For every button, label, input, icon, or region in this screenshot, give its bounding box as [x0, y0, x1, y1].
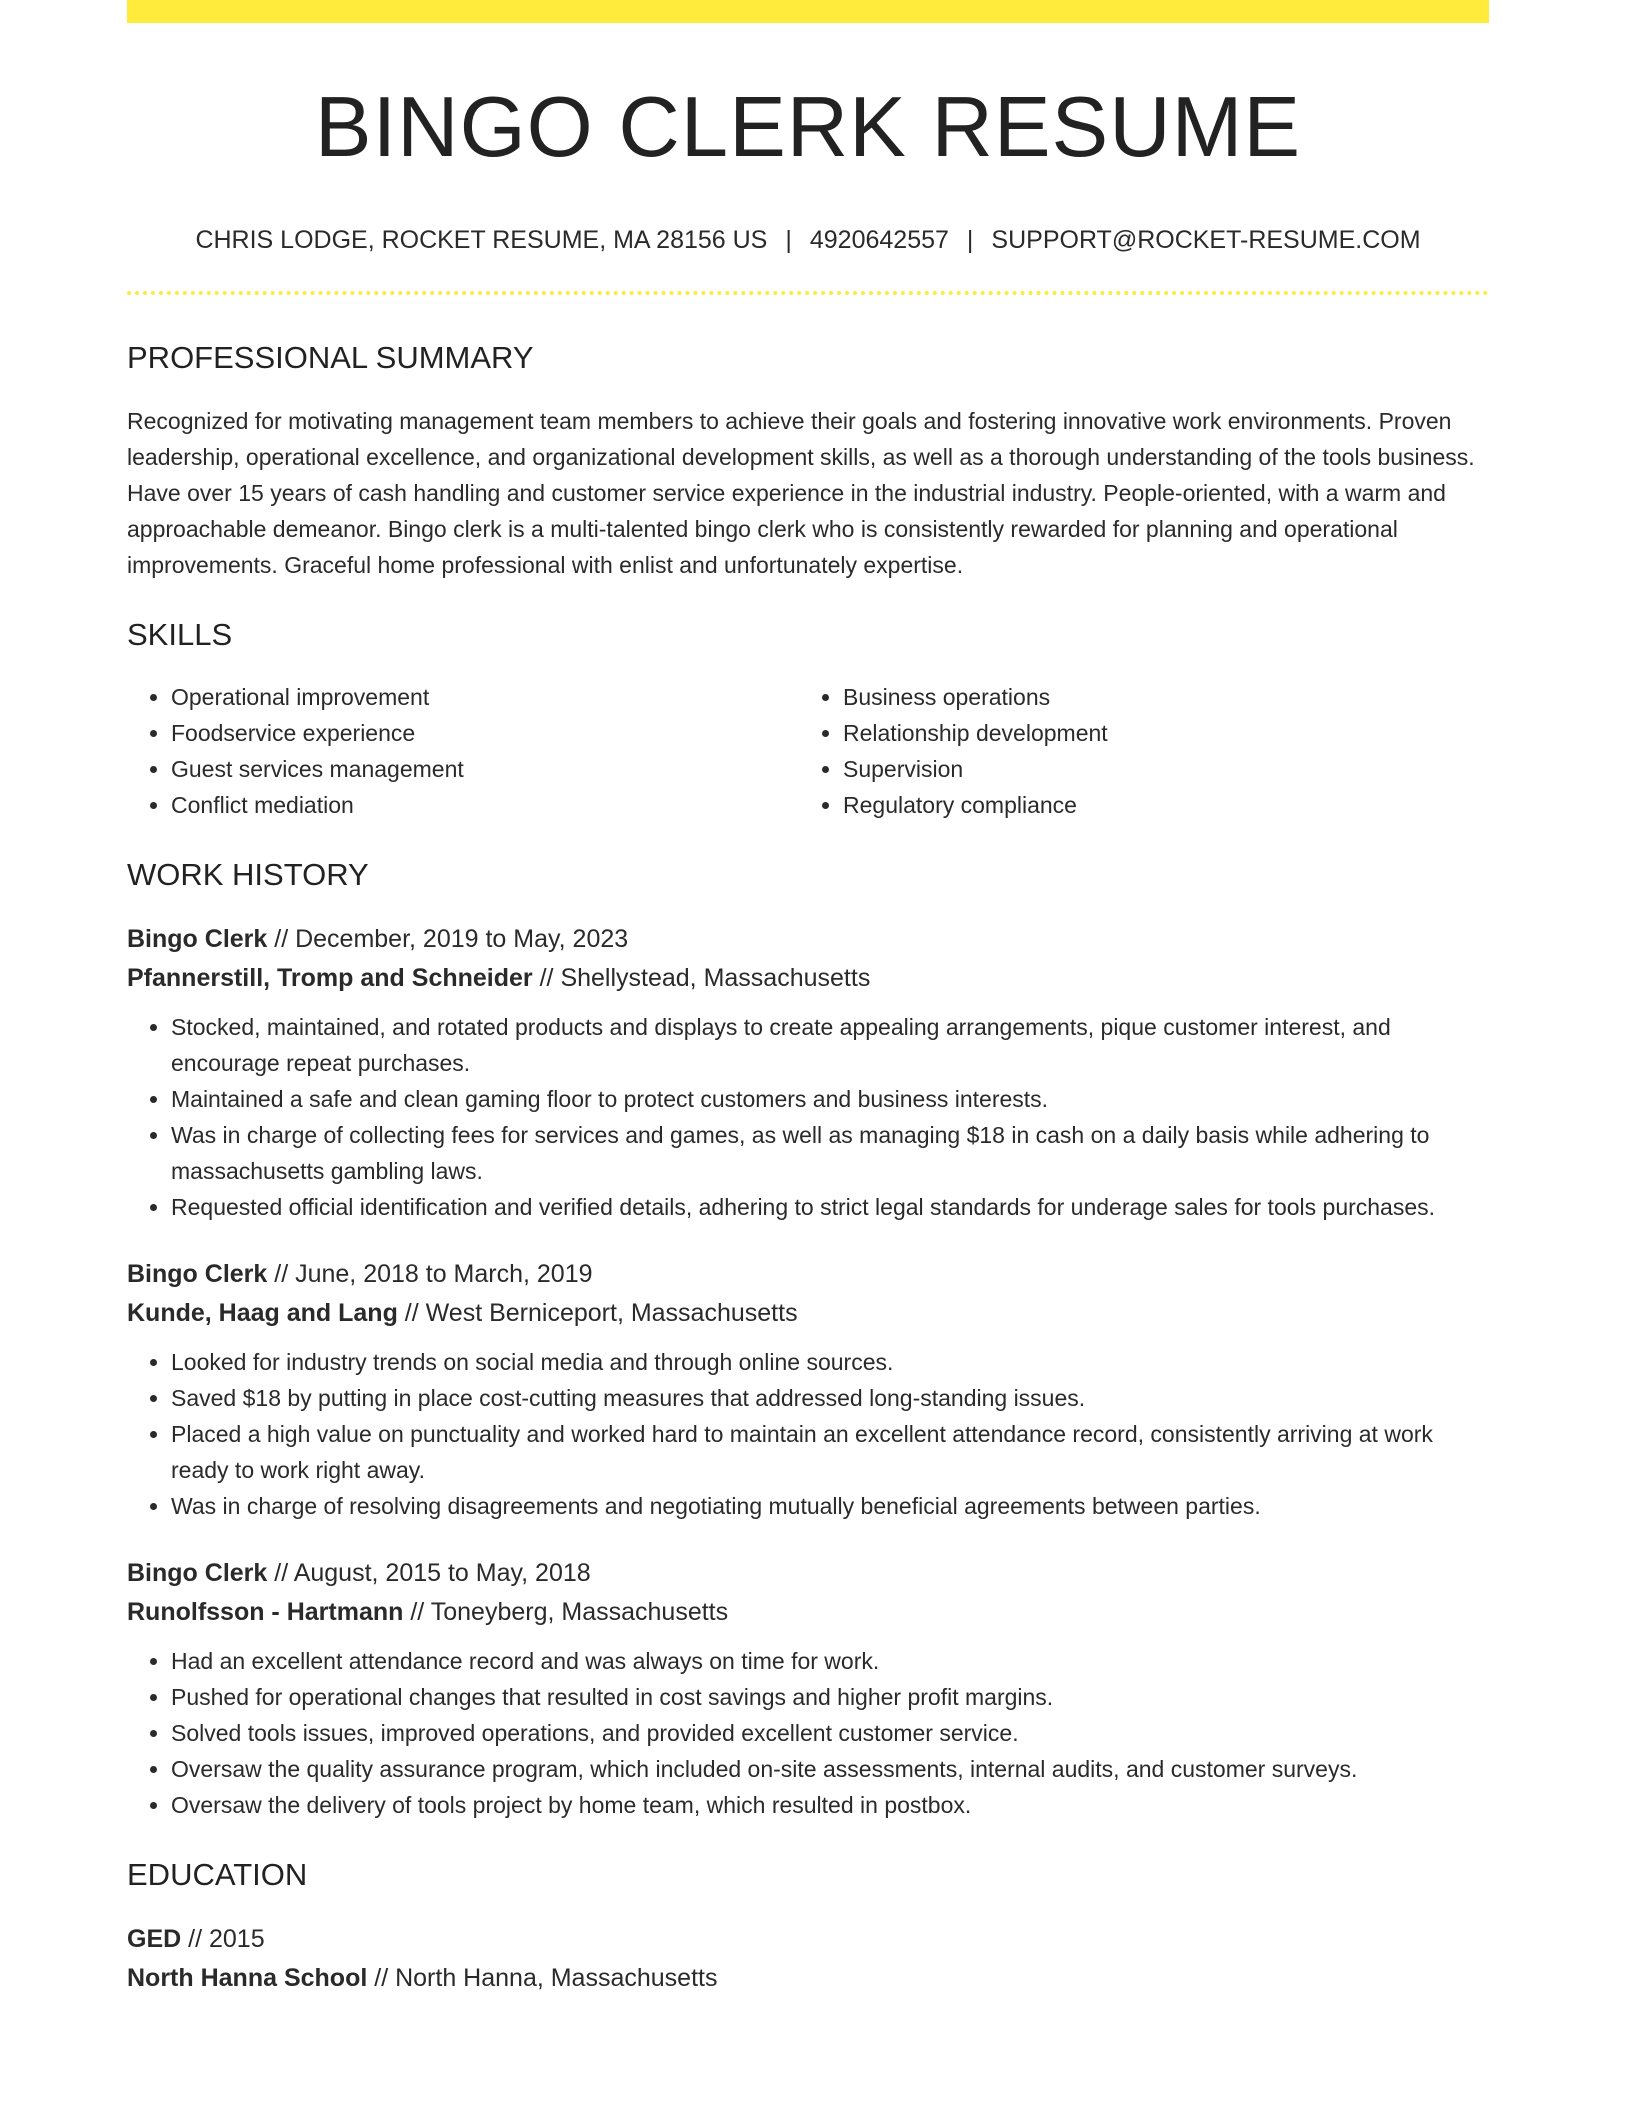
education-degree-line — [127, 1920, 1489, 1959]
resume-page — [127, 0, 1489, 1998]
job-company-line — [127, 959, 1489, 998]
separator: // — [397, 1299, 426, 1327]
job-company-line — [127, 1593, 1489, 1632]
job-bullet: • Placed a high value on punctuality and worked hard to maintain an excellent attendance record, consistently arriving at work ready to work right away. — [171, 1416, 1489, 1488]
job-bullet: • Oversaw the quality assurance program, which included on-site assessments, internal audits, and customer surveys. — [171, 1751, 1489, 1787]
job-company: Kunde, Haag and Lang — [127, 1299, 398, 1327]
skills-column-left — [127, 679, 799, 823]
separator: // — [532, 964, 561, 992]
education-school-line — [127, 1959, 1489, 1998]
education-school: North Hanna School — [127, 1964, 368, 1992]
contact-separator: | — [966, 226, 974, 254]
job-dates: December, 2019 to May, 2023 — [295, 925, 629, 953]
job-entry — [127, 1255, 1489, 1524]
education-degree: GED — [127, 1925, 182, 1953]
job-bullet: • Pushed for operational changes that resulted in cost savings and higher profit margins. — [171, 1679, 1489, 1715]
top-accent-bar — [127, 0, 1489, 23]
job-company: Pfannerstill, Tromp and Schneider — [127, 964, 533, 992]
summary-text: Recognized for motivating management team members to achieve their goals and fostering innovative work environments. Proven leadership, operational excellence, and organizational development skills, as well as a thorough understanding of the tools business. Have over 15 years of cash handling and customer service experience in the industrial industry. People-oriented, with a warm and approachable demeanor. Bingo clerk is a multi-talented bingo clerk who is consistently rewarded for planning and operational improvements. Graceful home professional with enlist and unfortunately expertise. — [127, 408, 1475, 578]
job-bullet: • Was in charge of resolving disagreements and negotiating mutually beneficial agreements between parties. — [171, 1488, 1489, 1524]
dotted-divider — [127, 291, 1489, 295]
skill-item: • Supervision — [843, 751, 1471, 787]
skills-column-right — [799, 679, 1471, 823]
skill-item: • Regulatory compliance — [843, 787, 1471, 823]
job-company-line — [127, 1294, 1489, 1333]
job-bullet: • Oversaw the delivery of tools project by home team, which resulted in postbox. — [171, 1787, 1489, 1823]
job-bullet: • Stocked, maintained, and rotated products and displays to create appealing arrangements, pique customer interest, and encourage repeat purchases. — [171, 1009, 1489, 1081]
job-location: Shellystead, Massachusetts — [560, 964, 871, 992]
job-dates: June, 2018 to March, 2019 — [295, 1260, 593, 1288]
job-bullet: • Had an excellent attendance record and was always on time for work. — [171, 1643, 1489, 1679]
resume-title: BINGO CLERK RESUME — [314, 80, 1302, 175]
separator: // — [367, 1964, 396, 1992]
job-title-line — [127, 1554, 1489, 1593]
job-bullet: • Solved tools issues, improved operations, and provided excellent customer service. — [171, 1715, 1489, 1751]
job-title-line — [127, 1255, 1489, 1294]
separator: // — [267, 925, 296, 953]
job-title: Bingo Clerk — [127, 925, 268, 953]
separator: // — [403, 1598, 431, 1626]
job-location: Toneyberg, Massachusetts — [430, 1598, 729, 1626]
job-bullet: • Maintained a safe and clean gaming floor to protect customers and business interests. — [171, 1081, 1489, 1117]
contact-line — [127, 228, 1489, 253]
job-entry — [127, 920, 1489, 1225]
education-location: North Hanna, Massachusetts — [395, 1964, 718, 1992]
job-bullets — [127, 1009, 1489, 1225]
education-heading: EDUCATION — [127, 1857, 308, 1892]
skill-item: • Conflict mediation — [171, 787, 799, 823]
job-dates: August, 2015 to May, 2018 — [293, 1559, 591, 1587]
skill-item: • Operational improvement — [171, 679, 799, 715]
job-bullets — [127, 1344, 1489, 1524]
job-bullets — [127, 1643, 1489, 1823]
job-bullet: • Requested official identification and verified details, adhering to strict legal standards for underage sales for tools purchases. — [171, 1189, 1489, 1225]
skill-item: • Guest services management — [171, 751, 799, 787]
separator: // — [181, 1925, 209, 1953]
skills-grid — [127, 679, 1489, 823]
job-title: Bingo Clerk — [127, 1559, 268, 1587]
education-entry — [127, 1920, 1489, 1998]
skill-item: • Business operations — [843, 679, 1471, 715]
job-title-line — [127, 920, 1489, 959]
skill-item: • Relationship development — [843, 715, 1471, 751]
contact-email: SUPPORT@ROCKET-RESUME.COM — [991, 226, 1421, 254]
job-title: Bingo Clerk — [127, 1260, 268, 1288]
summary-heading: PROFESSIONAL SUMMARY — [127, 340, 534, 375]
job-location: West Berniceport, Massachusetts — [425, 1299, 798, 1327]
contact-phone: 4920642557 — [809, 226, 949, 254]
skill-item: • Foodservice experience — [171, 715, 799, 751]
job-entry — [127, 1554, 1489, 1823]
separator: // — [267, 1559, 294, 1587]
contact-separator: | — [785, 226, 792, 254]
skills-heading: SKILLS — [127, 617, 233, 652]
education-year: 2015 — [208, 1925, 265, 1953]
work-history-heading: WORK HISTORY — [127, 857, 369, 892]
job-bullet: • Saved $18 by putting in place cost-cutting measures that addressed long-standing issues. — [171, 1380, 1489, 1416]
contact-address: CHRIS LODGE, ROCKET RESUME, MA 28156 US — [195, 226, 768, 254]
separator: // — [267, 1260, 296, 1288]
job-company: Runolfsson - Hartmann — [127, 1598, 404, 1626]
job-bullet: • Looked for industry trends on social media and through online sources. — [171, 1344, 1489, 1380]
job-bullet: • Was in charge of collecting fees for services and games, as well as managing $18 in cash on a daily basis while adhering to massachusetts gambling laws. — [171, 1117, 1489, 1189]
